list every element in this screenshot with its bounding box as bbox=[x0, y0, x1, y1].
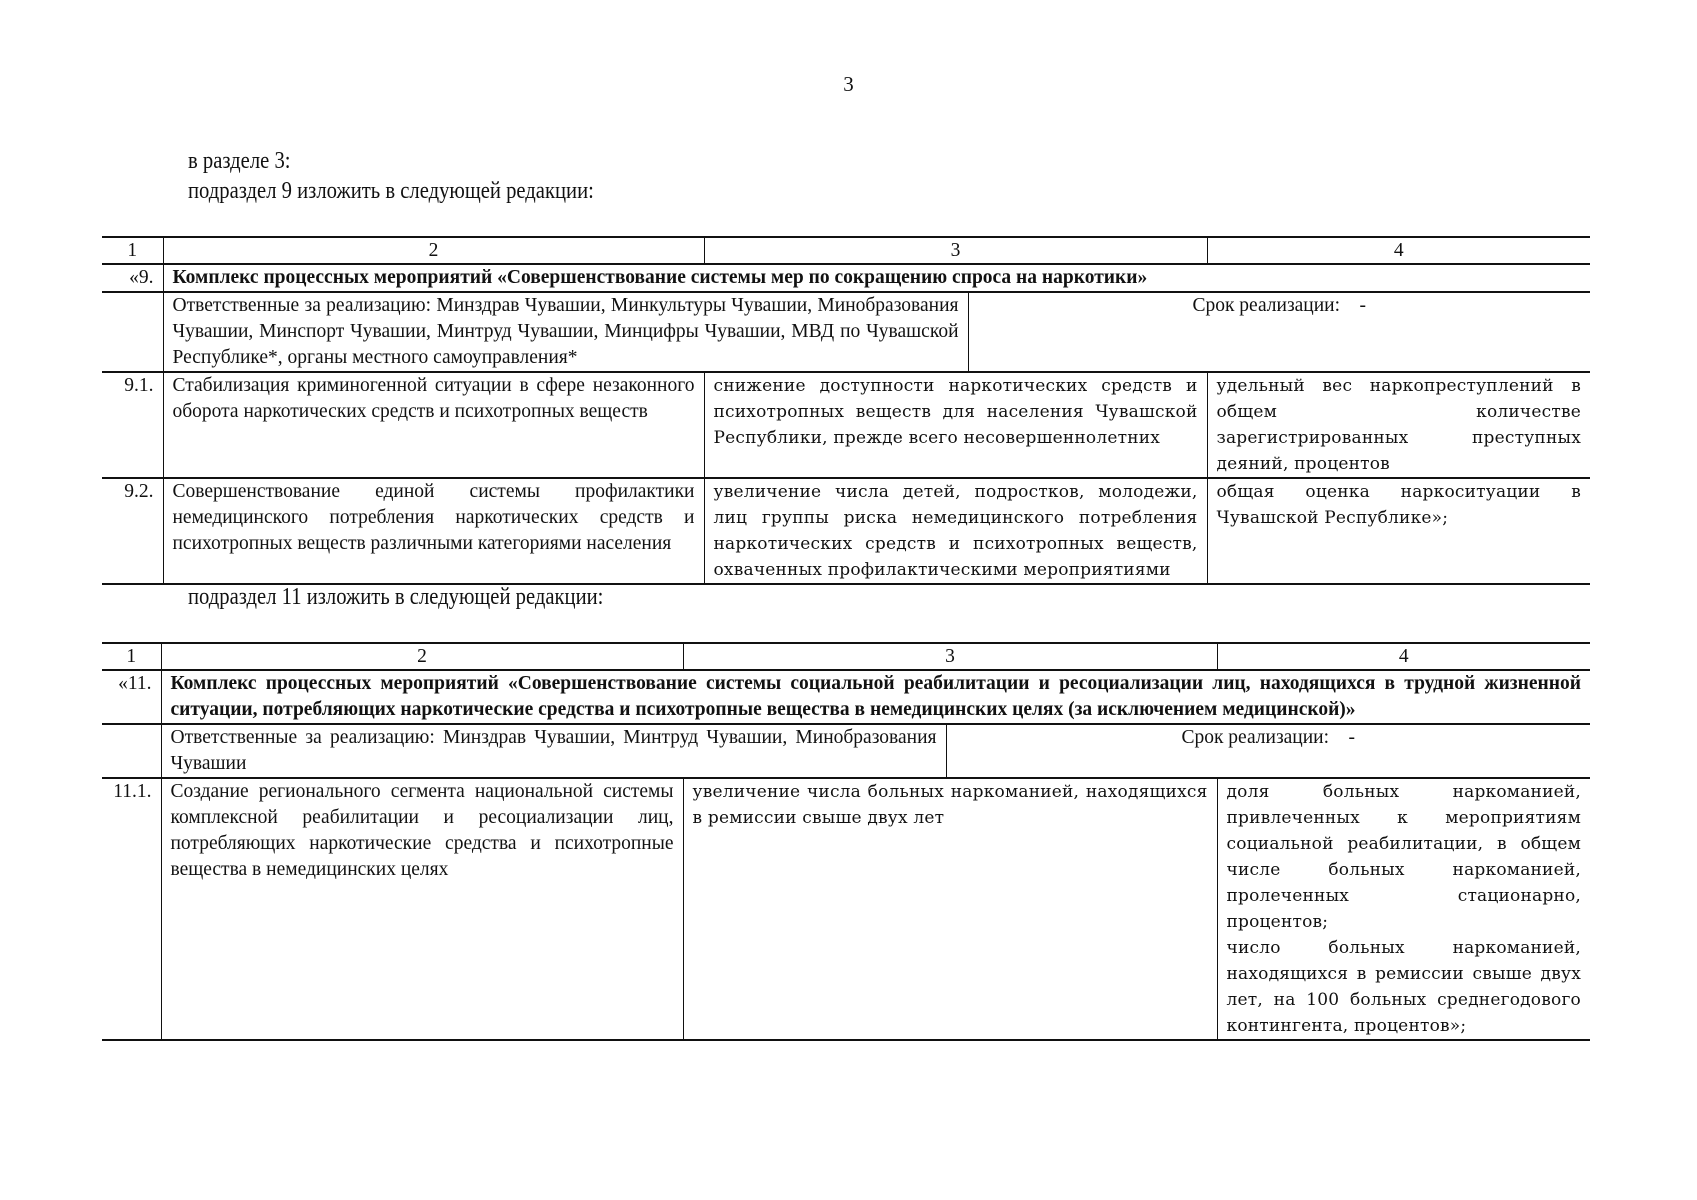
column-header-4: 4 bbox=[1207, 237, 1590, 264]
intro-section-line: в разделе 3: bbox=[188, 148, 291, 174]
row-number: 9.1. bbox=[102, 372, 163, 478]
table-row bbox=[102, 372, 1590, 478]
result-cell: увеличение числа детей, подростков, молодежи, лиц группы риска немедицинского потребления наркотических средств и психотропных веществ, охваченных профилактическими мероприятиями bbox=[704, 478, 1207, 584]
deadline-text: Срок реализации: - bbox=[1181, 727, 1356, 748]
result-cell: снижение доступности наркотических средств и психотропных веществ для населения Чувашской Республики, прежде всего несовершеннолетних bbox=[704, 372, 1207, 478]
row-number: 9.2. bbox=[102, 478, 163, 584]
table-row bbox=[102, 778, 1590, 1040]
column-header-4: 4 bbox=[1217, 643, 1590, 670]
intro-subsection11-line: подраздел 11 изложить в следующей редакции: bbox=[188, 584, 604, 610]
responsible-cell bbox=[163, 292, 1590, 372]
section-title: Комплекс процессных мероприятий «Совершенствование системы социальной реабилитации и ресоциализации лиц, находящихся в трудной жизненной ситуации, потребляющих наркотические средства и психотропные вещества в немедицинских целях (за исключением медицинской)» bbox=[161, 670, 1590, 724]
indicator-cell bbox=[1217, 778, 1590, 1040]
empty-number-cell bbox=[102, 292, 163, 372]
task-cell: Стабилизация криминогенной ситуации в сфере незаконного оборота наркотических средств и психотропных веществ bbox=[163, 372, 704, 478]
section-title: Комплекс процессных мероприятий «Совершенствование системы мер по сокращению спроса на наркотики» bbox=[163, 264, 1590, 292]
column-header-1: 1 bbox=[102, 643, 161, 670]
column-header-3: 3 bbox=[683, 643, 1217, 670]
responsible-cell bbox=[161, 724, 1590, 778]
responsible-text: Ответственные за реализацию: Минздрав Чувашии, Минкультуры Чувашии, Минобразования Чувашии, Минспорт Чувашии, Минтруд Чувашии, Минцифры Чувашии, МВД по Чувашской Республике*, органы местного самоуправления* bbox=[164, 293, 969, 371]
column-header-2: 2 bbox=[163, 237, 704, 264]
section-number: «9. bbox=[102, 264, 163, 292]
indicator-text-2: число больных наркоманией, находящихся в ремиссии свыше двух лет, на 100 больных среднегодового контингента, процентов»; bbox=[1226, 938, 1581, 1036]
task-cell: Совершенствование единой системы профилактики немедицинского потребления наркотических средств и психотропных веществ различными категориями населения bbox=[163, 478, 704, 584]
indicator-cell: общая оценка наркоситуации в Чувашской Республике»; bbox=[1207, 478, 1590, 584]
table-row bbox=[102, 478, 1590, 584]
column-header-3: 3 bbox=[704, 237, 1207, 264]
subsection-9-table bbox=[102, 236, 1590, 585]
intro-subsection9-line: подраздел 9 изложить в следующей редакции: bbox=[188, 178, 594, 204]
result-cell: увеличение числа больных наркоманией, находящихся в ремиссии свыше двух лет bbox=[683, 778, 1217, 1040]
responsible-row bbox=[102, 292, 1590, 372]
page-number: 3 bbox=[843, 72, 854, 96]
section-title-row bbox=[102, 264, 1590, 292]
indicator-text-1: доля больных наркоманией, привлеченных к мероприятиям социальной реабилитации, в общем числе больных наркоманией, пролеченных стационарно, процентов; bbox=[1226, 782, 1581, 932]
indicator-cell: удельный вес наркопреступлений в общем количестве зарегистрированных преступных деяний, процентов bbox=[1207, 372, 1590, 478]
column-header-1: 1 bbox=[102, 237, 163, 264]
column-number-header-row bbox=[102, 643, 1590, 670]
task-cell: Создание регионального сегмента национальной системы комплексной реабилитации и ресоциализации лиц, потребляющих наркотические средства и психотропные вещества в немедицинских целях bbox=[161, 778, 683, 1040]
section-number: «11. bbox=[102, 670, 161, 724]
responsible-row bbox=[102, 724, 1590, 778]
empty-number-cell bbox=[102, 724, 161, 778]
column-number-header-row bbox=[102, 237, 1590, 264]
section-title-row bbox=[102, 670, 1590, 724]
row-number: 11.1. bbox=[102, 778, 161, 1040]
responsible-text: Ответственные за реализацию: Минздрав Чувашии, Минтруд Чувашии, Минобразования Чувашии bbox=[162, 725, 947, 777]
column-header-2: 2 bbox=[161, 643, 683, 670]
subsection-11-table bbox=[102, 642, 1590, 1041]
deadline-text: Срок реализации: - bbox=[1192, 295, 1367, 316]
